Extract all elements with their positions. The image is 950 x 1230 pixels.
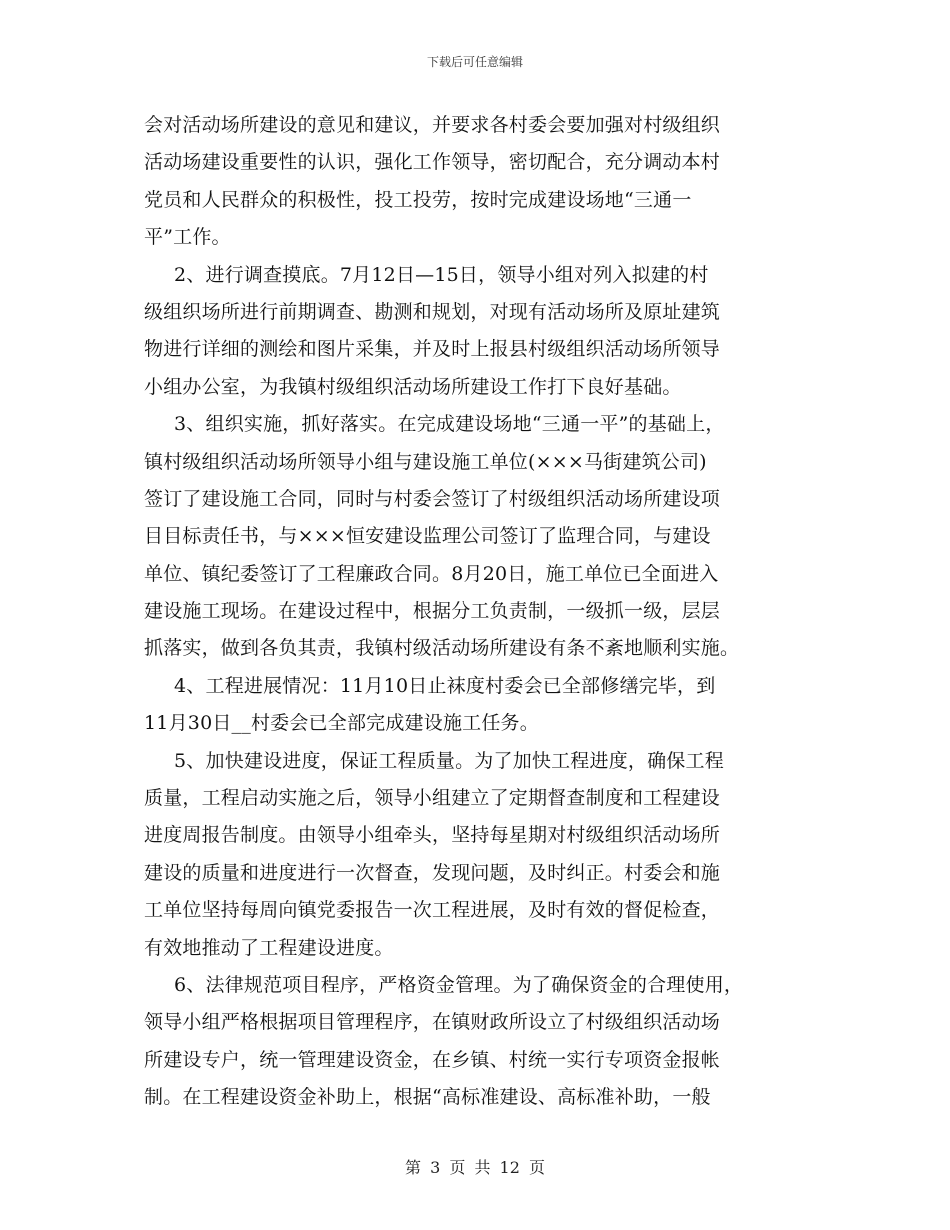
text-line: 质量，工程启动实施之后，领导小组建立了定期督查制度和工程建设	[144, 787, 721, 810]
text-line: 抓落实，做到各负其责，我镇村级活动场所建设有条不紊地顺利实施。	[144, 637, 740, 660]
text-line: 镇村级组织活动场所领导小组与建设施工单位(×××马街建筑公司)	[144, 450, 707, 473]
paragraph-start-line: 3、组织实施，抓好落实。在完成建设场地“三通一平”的基础上，	[174, 413, 725, 436]
text-line: 单位、镇纪委签订了工程廉政合同。8月20日，施工单位已全面进入	[144, 562, 719, 585]
paragraph-start-line: 4、工程进展情况：11月10日止袜度村委会已全部修缮完毕，到	[174, 674, 716, 697]
text-line: 物进行详细的测绘和图片采集，并及时上报县村级组织活动场所领导	[144, 338, 721, 361]
document-body	[144, 107, 824, 1117]
text-line: 领导小组严格根据项目管理程序，在镇财政所设立了村级组织活动场	[144, 1011, 721, 1034]
text-line: 制。在工程建设资金补助上，根据“高标准建设、高标准补助，一般	[144, 1086, 711, 1109]
page-header: 下载后可任意编辑	[426, 55, 523, 69]
page-number-footer: 第 3 页 共 12 页	[405, 1158, 545, 1177]
text-line: 工单位坚持每周向镇党委报告一次工程进展，及时有效的督促检查，	[144, 899, 721, 922]
text-line: 11月30日__村委会已全部完成建设施工任务。	[144, 712, 539, 735]
text-line: 平”工作。	[144, 226, 231, 249]
text-line: 所建设专户，统一管理建设资金，在乡镇、村统一实行专项资金报帐	[144, 1048, 721, 1071]
text-line: 建设施工现场。在建设过程中，根据分工负责制，一级抓一级，层层	[144, 600, 721, 623]
text-line: 小组办公室，为我镇村级组织活动场所建设工作打下良好基础。	[144, 375, 682, 398]
paragraph-start-line: 2、进行调查摸底。7月12日—15日，领导小组对列入拟建的村	[174, 263, 709, 286]
paragraph-start-line: 5、加快建设进度，保证工程质量。为了加快工程进度，确保工程	[174, 749, 724, 772]
text-line: 有效地推动了工程建设进度。	[144, 936, 394, 959]
paragraph-start-line: 6、法律规范项目程序，严格资金管理。为了确保资金的合理使用，	[174, 973, 744, 996]
text-line: 会对活动场所建设的意见和建议，并要求各村委会要加强对村级组织	[144, 114, 721, 136]
text-line: 活动场建设重要性的认识，强化工作领导，密切配合，充分调动本村	[144, 151, 721, 174]
text-line: 签订了建设施工合同，同时与村委会签订了村级组织活动场所建设项	[144, 487, 721, 510]
text-line: 建设的质量和进度进行一次督查，发现问题，及时纠正。村委会和施	[144, 861, 721, 884]
text-line: 进度周报告制度。由领导小组牵头，坚持每星期对村级组织活动场所	[144, 824, 721, 847]
text-line: 级组织场所进行前期调查、勘测和规划，对现有活动场所及原址建筑	[144, 300, 721, 323]
text-line: 党员和人民群众的积极性，投工投劳，按时完成建设场地“三通一	[144, 188, 692, 211]
text-line: 目目标责任书，与×××恒安建设监理公司签订了监理合同，与建设	[144, 525, 711, 548]
